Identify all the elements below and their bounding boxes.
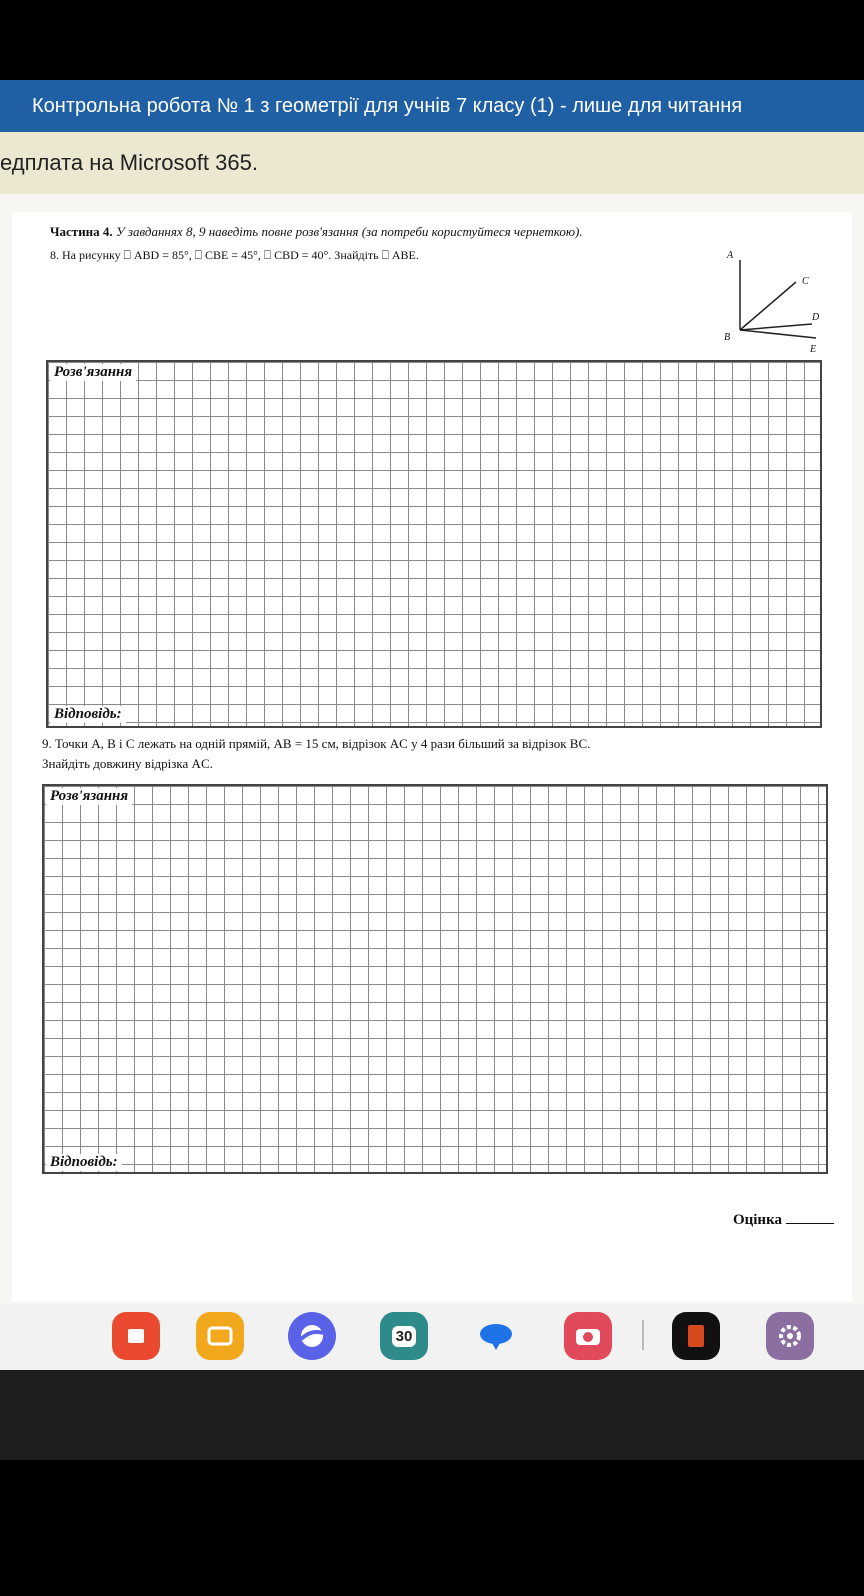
grade-blank bbox=[786, 1223, 834, 1224]
part-title-number: Частина 4. bbox=[50, 224, 113, 239]
document-page bbox=[12, 212, 852, 1302]
figure-label-e: E bbox=[810, 344, 817, 355]
figure-label-a: A bbox=[727, 250, 734, 261]
solution-grid-1 bbox=[46, 360, 822, 728]
settings-icon[interactable] bbox=[766, 1312, 814, 1360]
app-dock bbox=[0, 1304, 864, 1370]
subscription-banner[interactable] bbox=[0, 132, 864, 194]
window-title: Контрольна робота № 1 з геометрії для учнів 7 класу (1) - лише для читання bbox=[32, 95, 743, 117]
solution-label-1: Розв'язання bbox=[50, 364, 136, 381]
task-9-line-2: Знайдіть довжину відрізка AC. bbox=[42, 756, 213, 771]
solution-grid-2 bbox=[42, 784, 828, 1174]
task-9-line-1: 9. Точки A, B і C лежать на одній прямій, AB = 15 см, відрізок AC у 4 рази більший за відрізок BC. bbox=[42, 736, 591, 751]
messages-icon[interactable] bbox=[472, 1312, 520, 1360]
figure-label-c: C bbox=[802, 276, 809, 287]
office-icon[interactable] bbox=[672, 1312, 720, 1360]
answer-label-2: Відповідь: bbox=[46, 1154, 122, 1171]
folder-icon[interactable] bbox=[196, 1312, 244, 1360]
document-viewer[interactable] bbox=[0, 194, 864, 1304]
internet-icon[interactable] bbox=[288, 1312, 336, 1360]
grade-field bbox=[733, 1212, 834, 1229]
answer-label-1: Відповідь: bbox=[50, 706, 126, 723]
calendar-icon[interactable] bbox=[380, 1312, 428, 1360]
device-bezel bbox=[0, 1370, 864, 1460]
dock-separator bbox=[642, 1320, 644, 1350]
solution-label-2: Розв'язання bbox=[46, 788, 132, 805]
task-8-text: 8. На рисунку ⎕ ABD = 85°, ⎕ CBE = 45°, ⎕ CBD = 40°. Знайдіть ⎕ ABE. bbox=[50, 248, 419, 262]
grade-label: Оцінка bbox=[732, 1212, 782, 1228]
figure-label-b: B bbox=[724, 332, 731, 343]
figure-label-d: D bbox=[812, 312, 820, 323]
notes-icon[interactable] bbox=[112, 1312, 160, 1360]
banner-text: едплата на Microsoft 365. bbox=[0, 150, 258, 175]
window-title-bar bbox=[0, 80, 864, 132]
part-title-instruction: У завданнях 8, 9 наведіть повне розв'язання (за потреби користуйтеся чернеткою). bbox=[115, 224, 583, 239]
camera-icon[interactable] bbox=[564, 1312, 612, 1360]
part-title bbox=[50, 224, 583, 240]
calendar-date: 30 bbox=[392, 1326, 417, 1347]
